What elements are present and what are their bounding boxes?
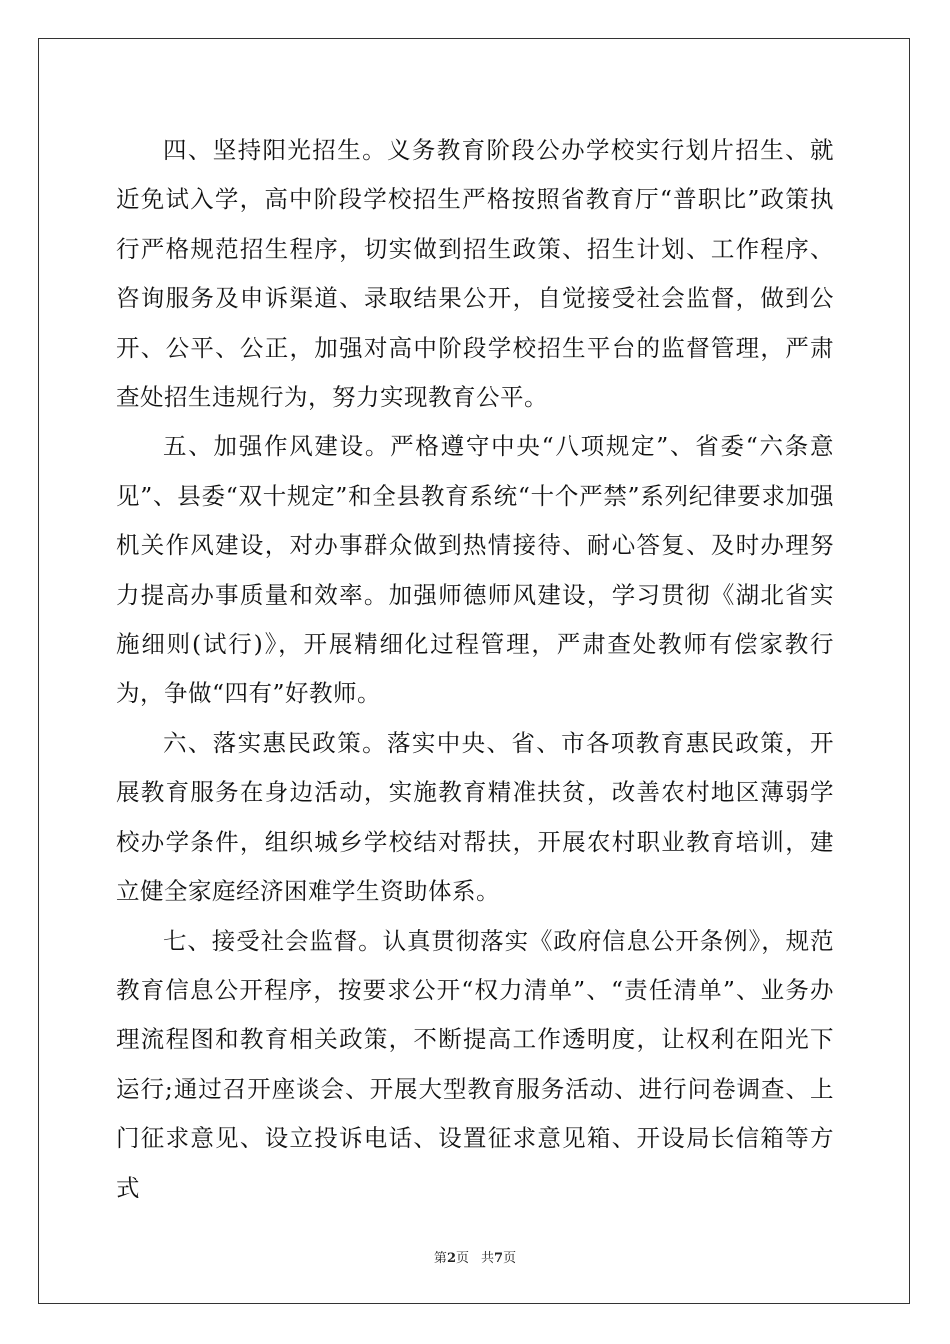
page-number [434, 1247, 469, 1266]
page-prefix: 第 [433, 1251, 447, 1266]
paragraph-7: 七、接受社会监督。认真贯彻落实《政府信息公开条例》，规范教育信息公开程序，按要求公开“权力清单”、“责任清单”、业务办理流程图和教育相关政策，不断提高工作透明度，让权利在阳光下运行;通过召开座谈会、开展大型教育服务活动、进行问卷调查、上门征求意见、设立投诉电话、设置征求意见箱、开设局长信箱等方式 [116, 926, 834, 1202]
document-body [116, 126, 834, 1213]
paragraph-5: 五、加强作风建设。严格遵守中央“八项规定”、省委“六条意见”、县委“双十规定”和全县教育系统“十个严禁”系列纪律要求加强机关作风建设，对办事群众做到热情接待、耐心答复、及时办理努力提高办事质量和效率。加强师德师风建设，学习贯彻《湖北省实施细则(试行)》，开展精细化过程管理，严肃查处教师有偿家教行为，争做“四有”好教师。 [116, 432, 834, 708]
total-pages [481, 1247, 516, 1266]
total-count: 7 [494, 1251, 504, 1266]
page-footer [0, 1247, 950, 1266]
total-suffix: 页 [503, 1251, 517, 1266]
paragraph-4: 四、坚持阳光招生。义务教育阶段公办学校实行划片招生、就近免试入学，高中阶段学校招生严格按照省教育厅“普职比”政策执行严格规范招生程序，切实做到招生政策、招生计划、工作程序、咨询服务及申诉渠道、录取结果公开，自觉接受社会监督，做到公开、公平、公正，加强对高中阶段学校招生平台的监督管理，严肃查处招生违规行为，努力实现教育公平。 [116, 136, 834, 412]
total-prefix: 共 [481, 1251, 495, 1266]
current-page: 2 [446, 1251, 456, 1266]
page-suffix: 页 [455, 1251, 469, 1266]
paragraph-6: 六、落实惠民政策。落实中央、省、市各项教育惠民政策，开展教育服务在身边活动，实施教育精准扶贫，改善农村地区薄弱学校办学条件，组织城乡学校结对帮扶，开展农村职业教育培训，建立健全家庭经济困难学生资助体系。 [116, 728, 834, 906]
